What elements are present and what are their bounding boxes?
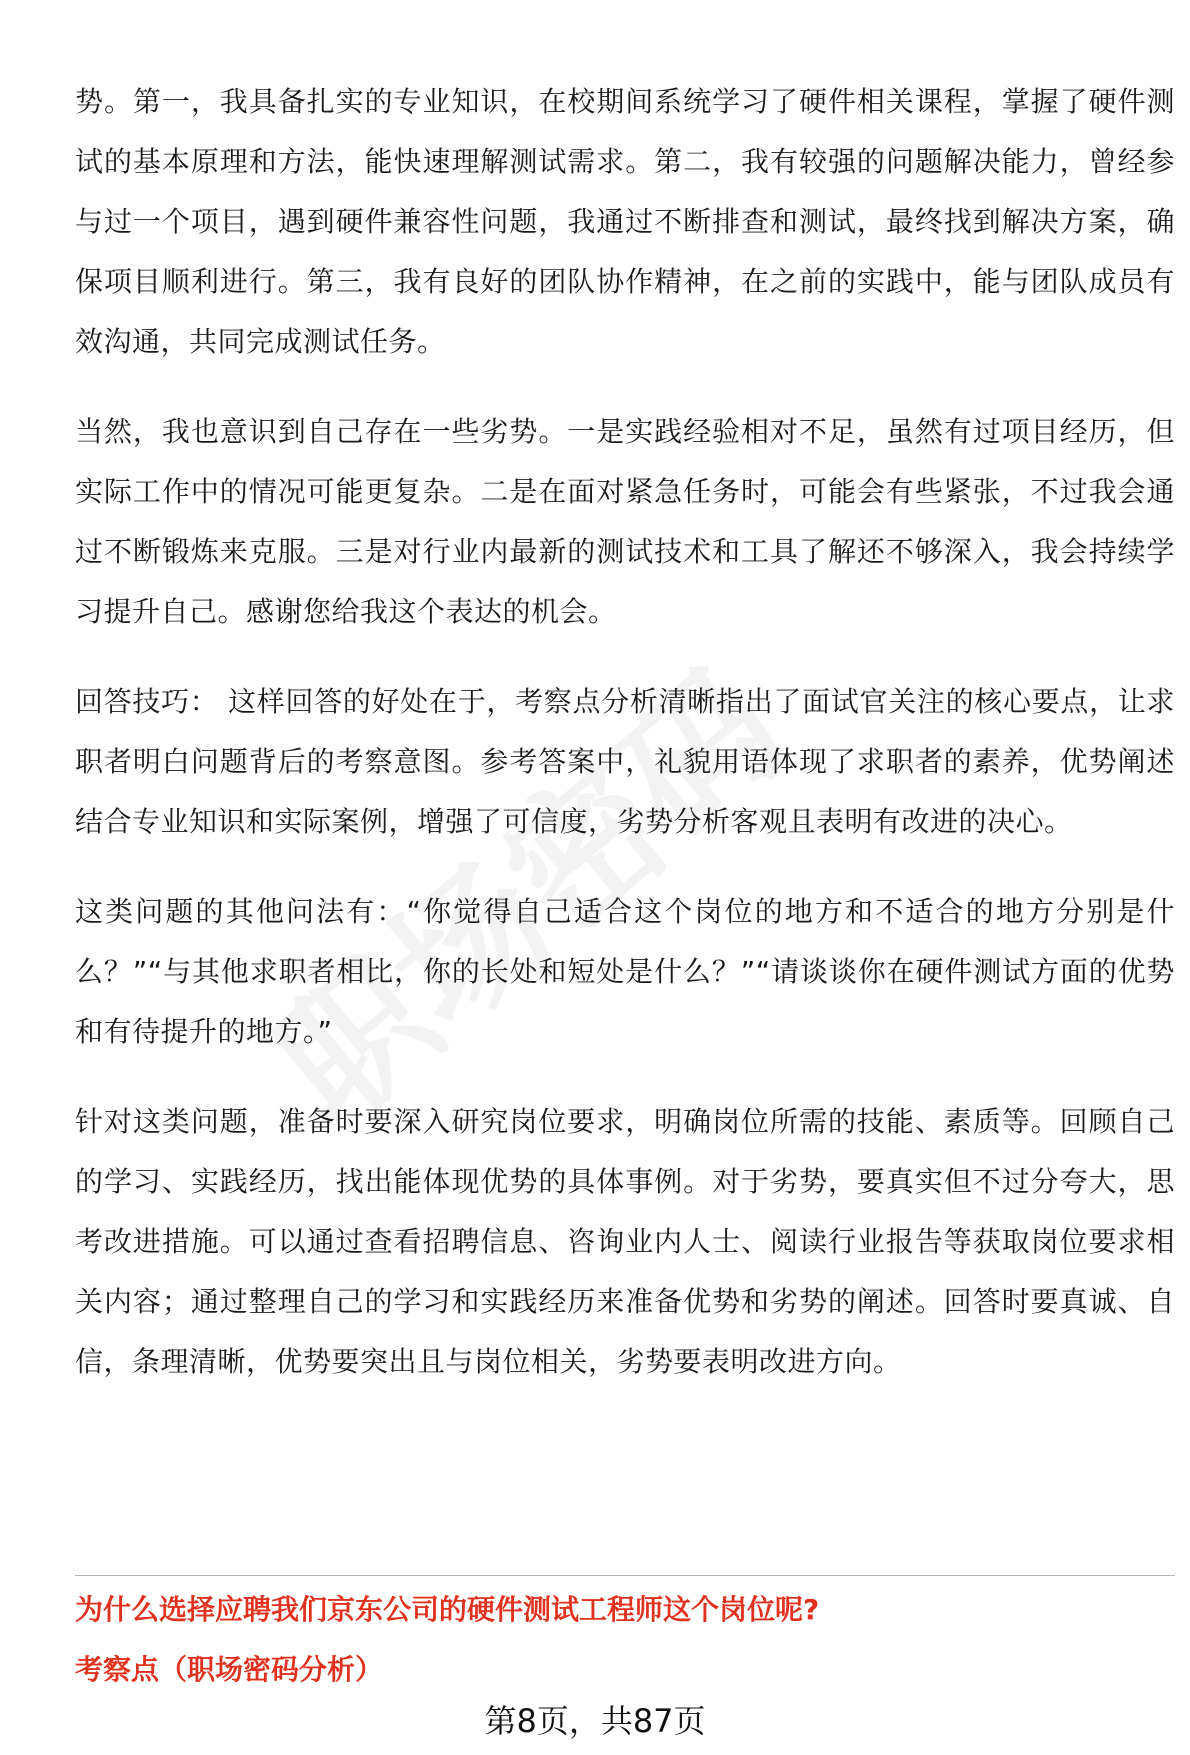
next-question-heading: 为什么选择应聘我们京东公司的硬件测试工程师这个岗位呢? bbox=[75, 1593, 820, 1626]
analysis-subheading: 考察点（职场密码分析） bbox=[75, 1653, 384, 1686]
paragraph-answer-tips: 回答技巧： 这样回答的好处在于，考察点分析清晰指出了面试官关注的核心要点，让求职者明白问题背后的考察意图。参考答案中，礼貌用语体现了求职者的素养，优势阐述结合专业知识和实际案例，增强了可信度，劣势分析客观且表明有改进的决心。 bbox=[75, 685, 1175, 838]
page-number-footer: 第8页，共87页 bbox=[484, 1702, 706, 1740]
paragraph-weaknesses: 当然，我也意识到自己存在一些劣势。一是实践经验相对不足，虽然有过项目经历，但实际工作中的情况可能更复杂。二是在面对紧急任务时，可能会有些紧张，不过我会通过不断锻炼来克服。三是对行业内最新的测试技术和工具了解还不够深入，我会持续学习提升自己。感谢您给我这个表达的机会。 bbox=[75, 415, 1175, 628]
paragraph-preparation-advice: 针对这类问题，准备时要深入研究岗位要求，明确岗位所需的技能、素质等。回顾自己的学习、实践经历，找出能体现优势的具体事例。对于劣势，要真实但不过分夸大，思考改进措施。可以通过查看招聘信息、咨询业内人士、阅读行业报告等获取岗位要求相关内容；通过整理自己的学习和实践经历来准备优势和劣势的阐述。回答时要真诚、自信，条理清晰，优势要突出且与岗位相关，劣势要表明改进方向。 bbox=[75, 1105, 1175, 1378]
paragraph-strengths: 势。第一，我具备扎实的专业知识，在校期间系统学习了硬件相关课程，掌握了硬件测试的基本原理和方法，能快速理解测试需求。第二，我有较强的问题解决能力，曾经参与过一个项目，遇到硬件兼容性问题，我通过不断排查和测试，最终找到解决方案，确保项目顺利进行。第三，我有良好的团队协作精神，在之前的实践中，能与团队成员有效沟通，共同完成测试任务。 bbox=[75, 85, 1175, 358]
section-divider bbox=[75, 1575, 1175, 1576]
body-text bbox=[75, 72, 1175, 1422]
paragraph-alternative-questions: 这类问题的其他问法有：“你觉得自己适合这个岗位的地方和不适合的地方分别是什么？”“与其他求职者相比，你的长处和短处是什么？”“请谈谈你在硬件测试方面的优势和有待提升的地方。” bbox=[75, 895, 1175, 1048]
